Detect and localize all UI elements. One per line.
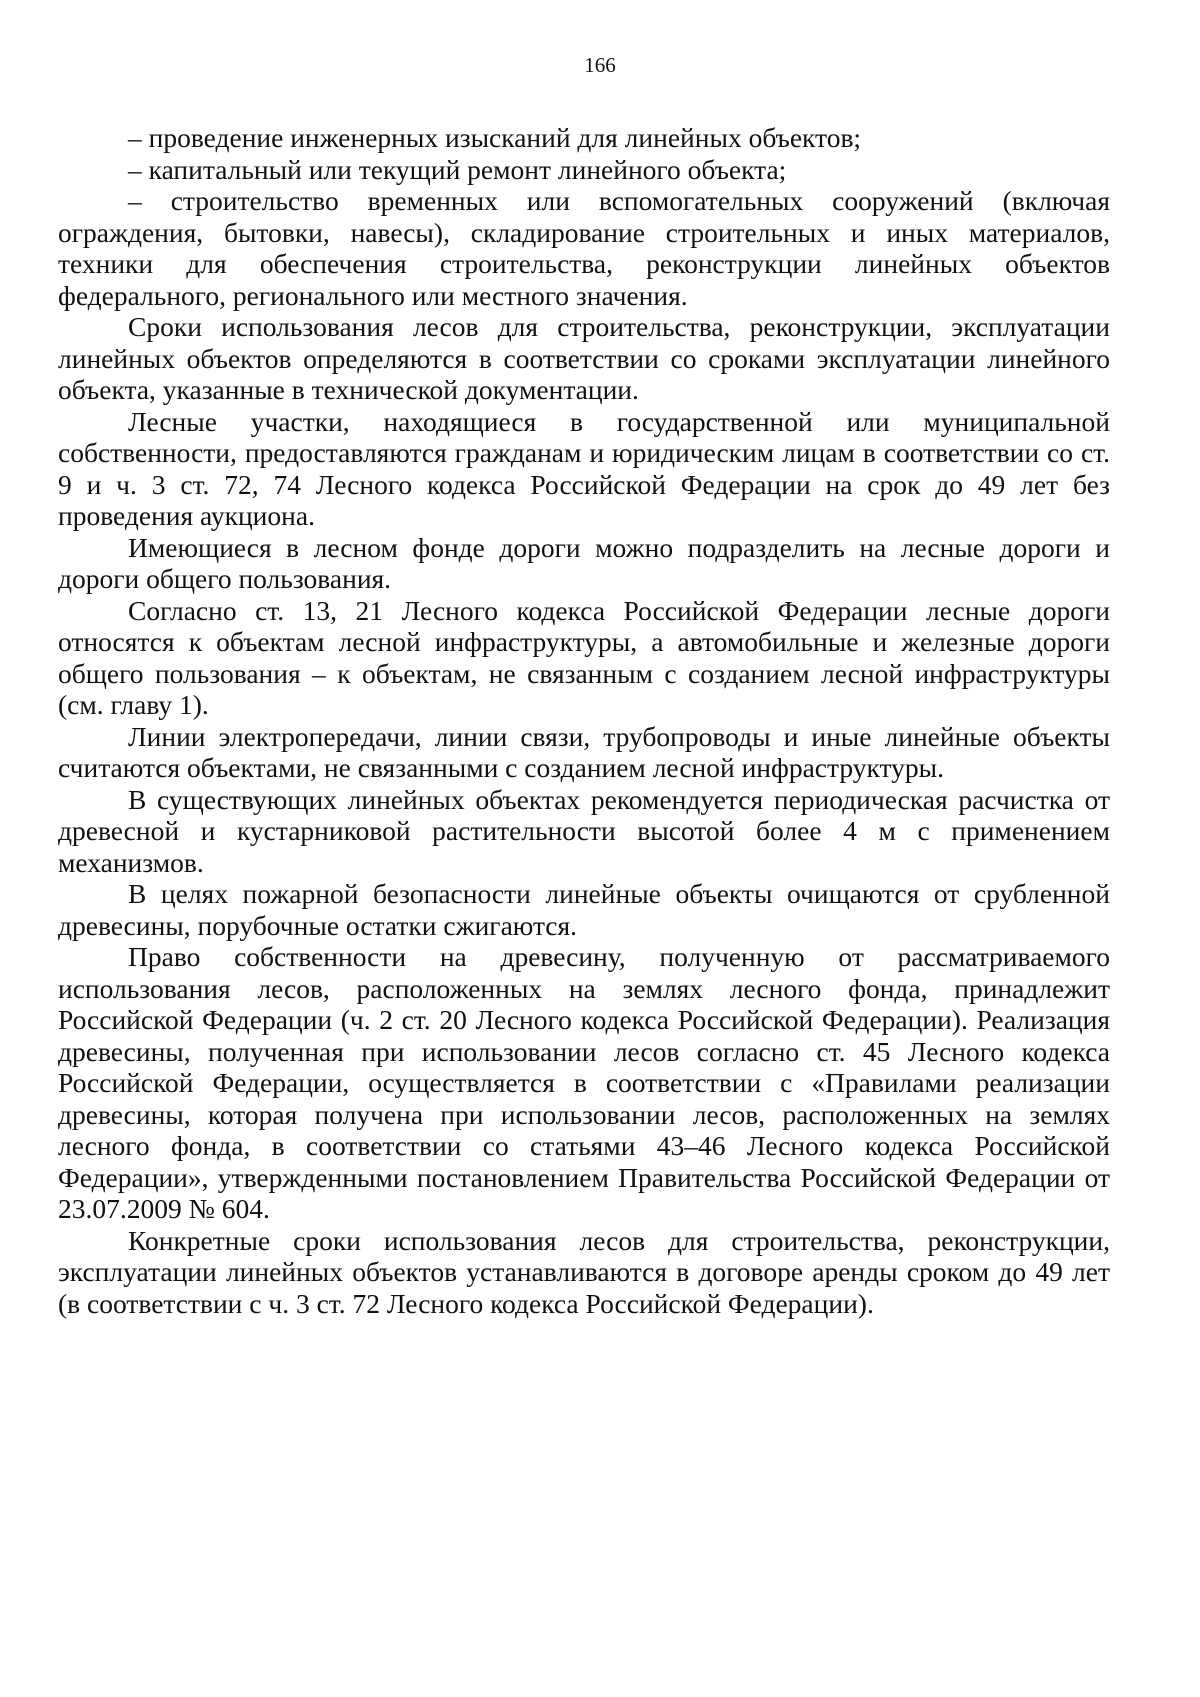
paragraph-power-lines: Линии электропередачи, линии связи, трубопроводы и иные линейные объекты считаются объектами, не связанными с созданием лесной инфраструктуры.	[58, 720, 1110, 783]
page-number: 166	[584, 53, 616, 77]
paragraph-timber-ownership: Право собственности на древесину, полученную от рассматриваемого использования лесов, расположенных на землях лесного фонда, принадлежит Российской Федерации (ч. 2 ст. 20 Лесного кодекса Российской Федерации). Реализация древесины, полученная при использовании лесов согласно ст. 45 Лесного кодекса Российской Федерации, осуществляется в соответствии с «Правилами реализации древесины, которая получена при использовании лесов, расположенных на землях лесного фонда, в соответствии со статьями 43–46 Лесного кодекса Российской Федерации», утвержденными постановлением Правительства Российской Федерации от 23.07.2009 № 604.	[58, 941, 1110, 1224]
paragraph-clearing: В существующих линейных объектах рекомендуется периодическая расчистка от древесной и кустарниковой растительности высотой более 4 м с применением механизмов.	[58, 783, 1110, 878]
paragraph-forest-infrastructure: Согласно ст. 13, 21 Лесного кодекса Российской Федерации лесные дороги относятся к объектам лесной инфраструктуры, а автомобильные и железные дороги общего пользования – к объектам, не связанным с созданием лесной инфраструктуры (см. главу 1).	[58, 594, 1110, 720]
list-item-temporary-structures: – строительство временных или вспомогательных сооружений (включая ограждения, бытовки, навесы), складирование строительных и иных материалов, техники для обеспечения строительства, реконструкции линейных объектов федерального, регионального или местного значения.	[58, 185, 1110, 311]
paragraph-roads: Имеющиеся в лесном фонде дороги можно подразделить на лесные дороги и дороги общего пользования.	[58, 531, 1110, 594]
paragraph-lease-terms: Конкретные сроки использования лесов для строительства, реконструкции, эксплуатации линейных объектов устанавливаются в договоре аренды сроком до 49 лет (в соответствии с ч. 3 ст. 72 Лесного кодекса Российской Федерации).	[58, 1224, 1110, 1319]
paragraph-forest-plots: Лесные участки, находящиеся в государственной или муниципальной собственности, предоставляются гражданам и юридическим лицам в соответствии со ст. 9 и ч. 3 ст. 72, 74 Лесного кодекса Российской Федерации на срок до 49 лет без проведения аукциона.	[58, 405, 1110, 531]
list-item-repair: – капитальный или текущий ремонт линейного объекта;	[128, 153, 787, 185]
paragraph-usage-terms: Сроки использования лесов для строительства, реконструкции, эксплуатации линейных объектов определяются в соответствии со сроками эксплуатации линейного объекта, указанные в технической документации.	[58, 311, 1110, 405]
paragraph-fire-safety: В целях пожарной безопасности линейные объекты очищаются от срубленной древесины, порубочные остатки сжигаются.	[58, 878, 1110, 941]
page-body	[58, 122, 1110, 1319]
list-item-engineering-surveys: – проведение инженерных изысканий для линейных объектов;	[128, 122, 862, 153]
